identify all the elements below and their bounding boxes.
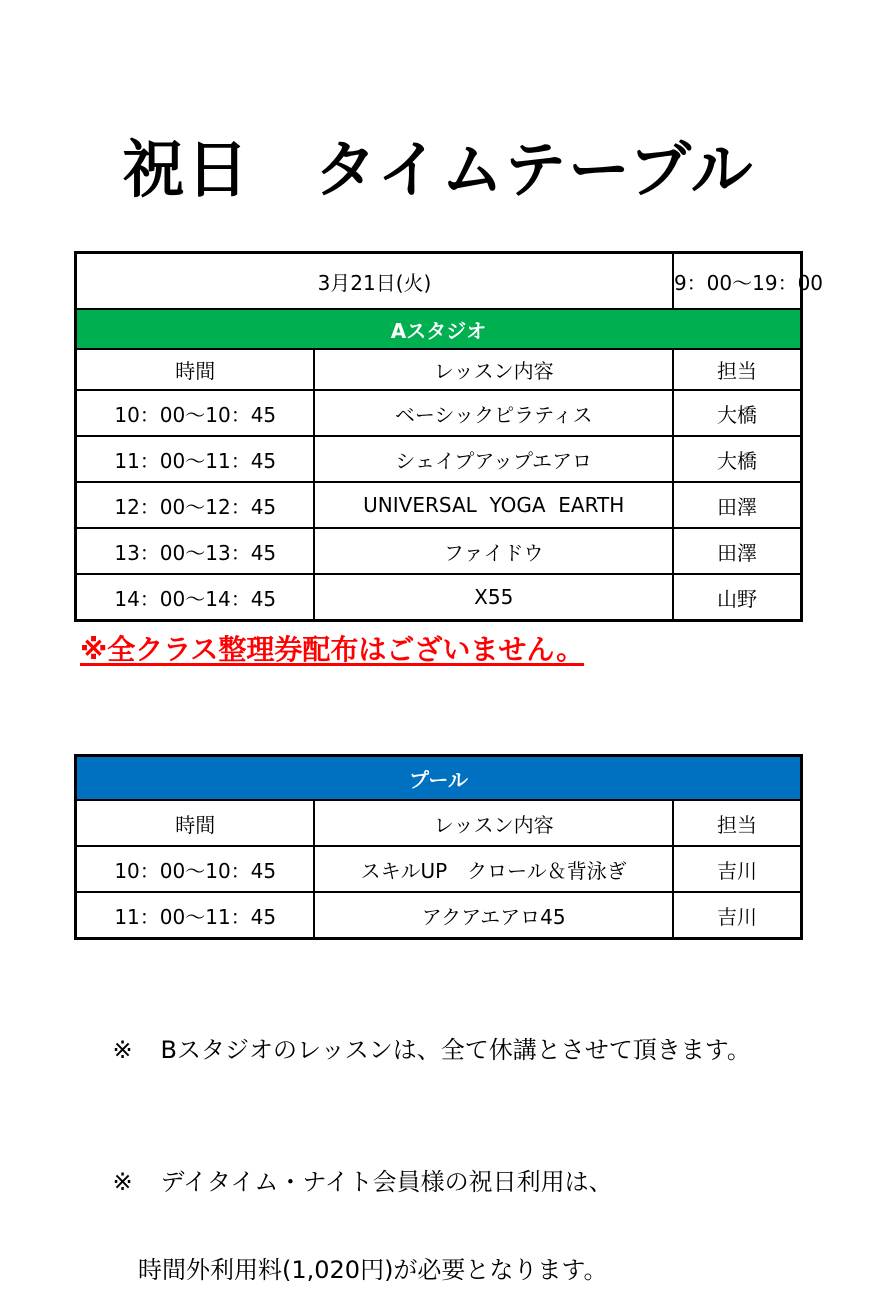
lesson-instructor: 吉川 xyxy=(673,846,802,892)
lesson-time: 11：00〜11：45 xyxy=(76,892,315,939)
date-cell: 3月21日(火) xyxy=(76,253,673,310)
note-mark: ※ xyxy=(112,1168,133,1196)
column-header-row xyxy=(76,349,802,390)
lesson-time: 12：00〜12：45 xyxy=(76,482,315,528)
lesson-time: 13：00〜13：45 xyxy=(76,528,315,574)
lesson-name: ベーシックピラティス xyxy=(314,390,672,436)
lesson-name: UNIVERSAL YOGA EARTH xyxy=(314,482,672,528)
column-header-lesson: レッスン内容 xyxy=(314,800,672,846)
note-mark: ※ xyxy=(112,1036,133,1064)
note-text: Bスタジオのレッスンは、全て休講とさせて頂きます。 xyxy=(160,1036,751,1064)
table-row xyxy=(76,574,802,621)
lesson-name: シェイプアップエアロ xyxy=(314,436,672,482)
pool-header-row xyxy=(76,756,802,801)
table-row xyxy=(76,482,802,528)
studio-a-header-row xyxy=(76,309,802,349)
lesson-name: X55 xyxy=(314,574,672,621)
notes-section xyxy=(82,984,751,1292)
pool-timetable xyxy=(74,754,803,940)
note-text: デイタイム・ナイト会員様の祝日利用は、 xyxy=(160,1168,613,1196)
note-line xyxy=(82,1116,751,1248)
table-row xyxy=(76,436,802,482)
ticket-notice: ※全クラス整理券配布はございません。 xyxy=(80,633,585,666)
column-header-lesson: レッスン内容 xyxy=(314,349,672,390)
lesson-time: 10：00〜10：45 xyxy=(76,390,315,436)
page-title: 祝日 タイムテーブル xyxy=(122,133,755,206)
lesson-time: 11：00〜11：45 xyxy=(76,436,315,482)
table-row xyxy=(76,846,802,892)
hours-cell: 9：00〜19：00 xyxy=(673,253,802,310)
lesson-instructor: 吉川 xyxy=(673,892,802,939)
column-header-row xyxy=(76,800,802,846)
lesson-time: 10：00〜10：45 xyxy=(76,846,315,892)
lesson-instructor: 大橋 xyxy=(673,390,802,436)
lesson-instructor: 大橋 xyxy=(673,436,802,482)
pool-title: プール xyxy=(76,756,802,801)
date-hours-row xyxy=(76,253,802,310)
lesson-time: 14：00〜14：45 xyxy=(76,574,315,621)
table-row xyxy=(76,892,802,939)
studio-a-title: Aスタジオ xyxy=(76,309,802,349)
column-header-instructor: 担当 xyxy=(673,349,802,390)
column-header-time: 時間 xyxy=(76,349,315,390)
studio-a-timetable xyxy=(74,251,824,622)
lesson-instructor: 山野 xyxy=(673,574,802,621)
column-header-instructor: 担当 xyxy=(673,800,802,846)
lesson-instructor: 田澤 xyxy=(673,482,802,528)
lesson-name: ファイドウ xyxy=(314,528,672,574)
table-row xyxy=(76,528,802,574)
note-continuation: 時間外利用料(1,020円)が必要となります。 xyxy=(138,1256,608,1284)
note-line xyxy=(82,984,751,1116)
lesson-instructor: 田澤 xyxy=(673,528,802,574)
lesson-name: スキルUP クロール＆背泳ぎ xyxy=(314,846,672,892)
table-row xyxy=(76,390,802,436)
lesson-name: アクアエアロ45 xyxy=(314,892,672,939)
column-header-time: 時間 xyxy=(76,800,315,846)
